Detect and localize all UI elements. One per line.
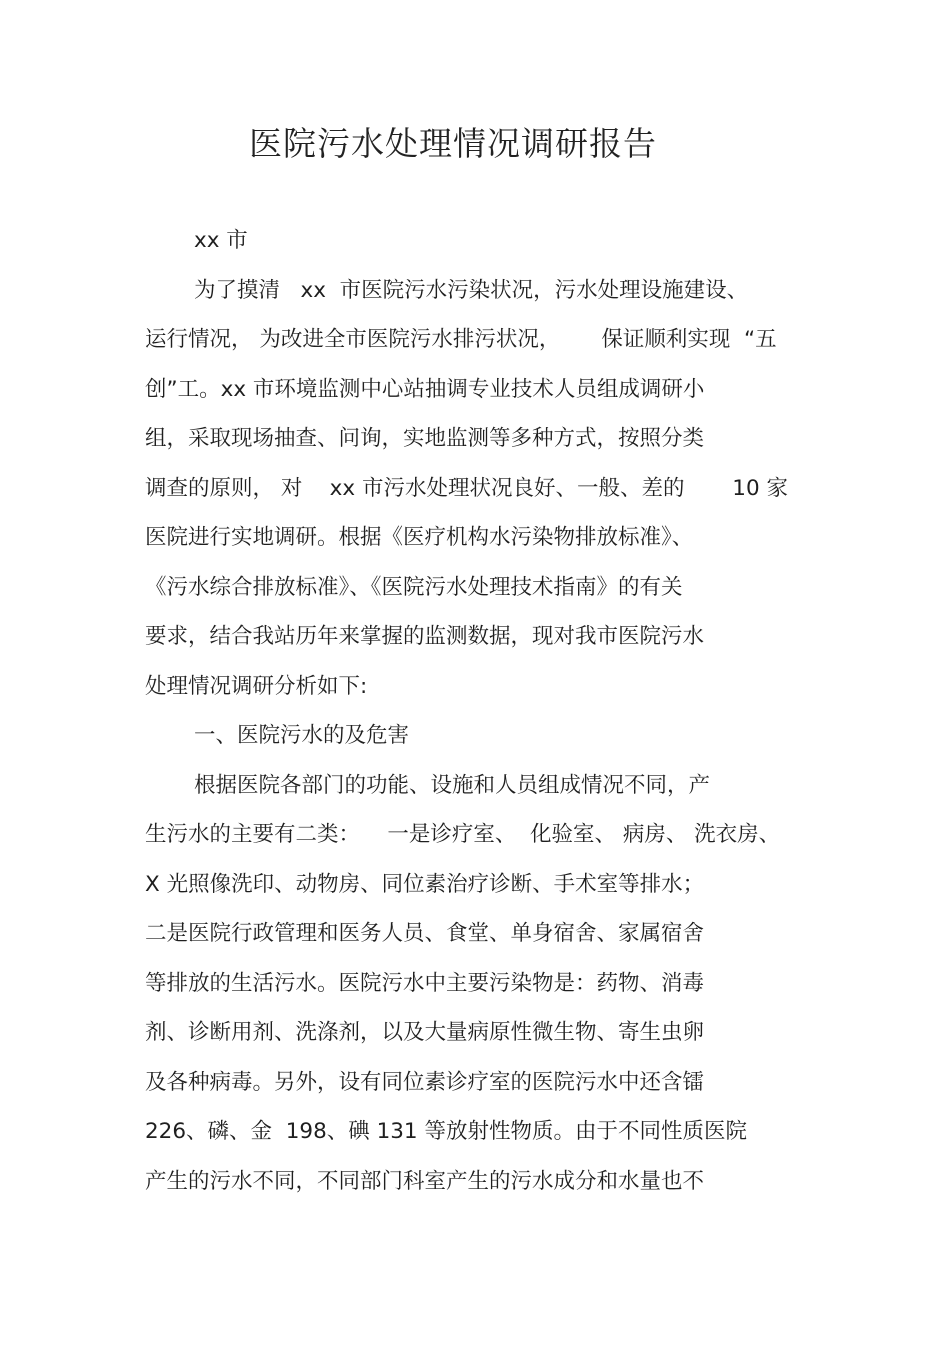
body-line: 要求，结合我站历年来掌握的监测数据，现对我市医院污水 [145, 624, 705, 649]
body-line: 等排放的生活污水。医院污水中主要污染物是：药物、消毒 [145, 970, 705, 996]
body-line: 二是医院行政管理和医务人员、食堂、单身宿舍、家属宿舍 [145, 921, 705, 946]
body-line: 产生的污水不同，不同部门科室产生的污水成分和水量也不 [145, 1168, 705, 1194]
body-line: 医院进行实地调研。根据《医疗机构水污染物排放标准》、 [145, 525, 694, 550]
body-line: 运行情况， 为改进全市医院污水排污状况， 保证顺利实现 “五 [145, 327, 777, 352]
body-line: 《污水综合排放标准》、《医院污水处理技术指南》的有关 [145, 574, 683, 600]
body-line: 及各种病毒。另外，设有同位素诊疗室的医院污水中还含镭 [145, 1069, 705, 1095]
body-line: 为了摸清 xx 市医院污水污染状况，污水处理设施建设、 [194, 277, 749, 303]
body-line: X 光照像洗印、动物房、同位素治疗诊断、手术室等排水； [145, 871, 705, 897]
body-line: 组，采取现场抽查、问询，实地监测等多种方式，按照分类 [145, 426, 705, 451]
body-line: 调查的原则， 对 xx 市污水处理状况良好、一般、差的 10 家 [145, 475, 788, 501]
body-line: 剂、诊断用剂、洗涤剂，以及大量病原性微生物、寄生虫卵 [145, 1020, 705, 1045]
body-line: xx 市 [194, 228, 248, 253]
document-title: 医院污水处理情况调研报告 [249, 124, 657, 163]
body-line: 一、医院污水的及危害 [194, 723, 410, 748]
body-line: 处理情况调研分析如下: [145, 673, 368, 699]
body-line: 根据医院各部门的功能、设施和人员组成情况不同，产 [194, 772, 711, 798]
body-line: 创”工。xx 市环境监测中心站抽调专业技术人员组成调研小 [145, 376, 705, 402]
body-line: 226、磷、金 198、碘 131 等放射性物质。由于不同性质医院 [145, 1119, 747, 1144]
body-line: 生污水的主要有二类： 一是诊疗室、 化验室、 病房、 洗衣房、 [145, 822, 781, 847]
